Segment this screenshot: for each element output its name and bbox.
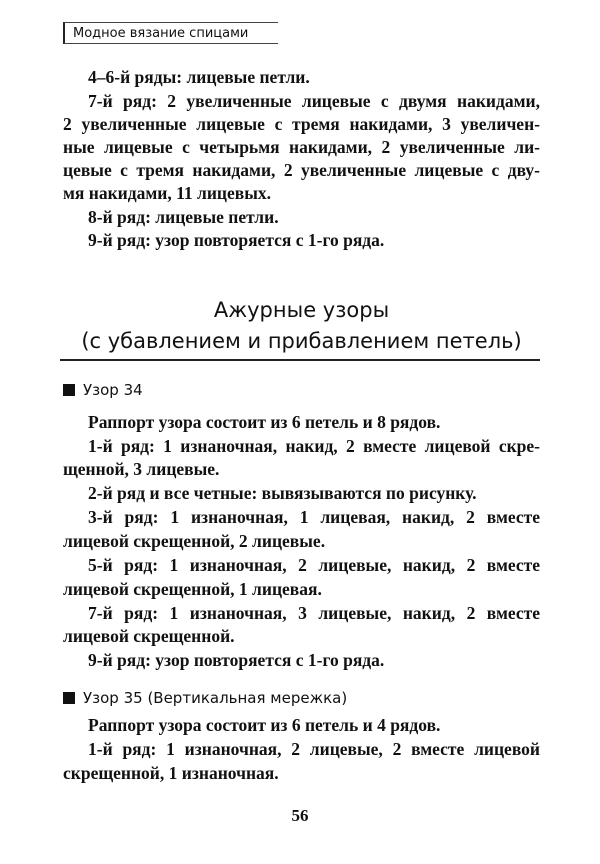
text-line: Раппорт узора состоит из 6 петель и 8 рядов.	[88, 412, 441, 432]
text-line: 9-й ряд: узор повторяется с 1-го ряда.	[88, 650, 385, 670]
text-line: скрещенной, 1 изнаночная.	[63, 763, 279, 783]
text-line: 7-й ряд: 1 изнаночная, 3 лицевые, накид, 2 вместе	[88, 603, 540, 623]
divider	[60, 359, 540, 361]
text-line: лицевой скрещенной.	[63, 626, 235, 646]
text-line: 5-й ряд: 1 изнаночная, 2 лицевые, накид, 2 вместе	[88, 555, 540, 575]
text-line: 7-й ряд: 2 увеличенные лицевые с двумя накидами,	[88, 91, 540, 111]
text-line: 9-й ряд: узор повторяется с 1-го ряда.	[88, 230, 385, 250]
text-line: Раппорт узора состоит из 6 петель и 4 рядов.	[88, 715, 441, 735]
text-line: 8-й ряд: лицевые петли.	[88, 207, 279, 227]
square-bullet-icon	[63, 692, 75, 704]
text-line: ные лицевые с четырьмя накидами, 2 увеличенные ли-	[63, 137, 540, 157]
heading-text: Узор 34	[83, 381, 143, 399]
text-line: 2 увеличенные лицевые с тремя накидами, 3 увеличен-	[63, 114, 540, 134]
running-header: Модное вязание спицами	[63, 22, 278, 44]
section-subtitle: (с убавлением и прибавлением петель)	[81, 329, 522, 353]
text-line: 4–6-й ряды: лицевые петли.	[88, 67, 310, 87]
text-line: 2-й ряд и все четные: вывязываются по рисунку.	[88, 483, 477, 503]
text-line: лицевой скрещенной, 2 лицевые.	[63, 531, 326, 551]
pattern-34-heading	[63, 379, 143, 401]
text-line: лицевой скрещенной, 1 лицевая.	[63, 579, 322, 599]
heading-text: Узор 35 (Вертикальная мережка)	[83, 689, 348, 707]
text-line: щенной, 3 лицевые.	[63, 459, 220, 479]
text-line: цевые с тремя накидами, 2 увеличенные лицевые с дву-	[63, 160, 540, 180]
page-number: 56	[291, 806, 309, 825]
text-line: мя накидами, 11 лицевых.	[63, 183, 272, 203]
text-line: 1-й ряд: 1 изнаночная, накид, 2 вместе лицевой скре-	[88, 436, 540, 456]
square-bullet-icon	[63, 384, 75, 396]
pattern-35-heading	[63, 687, 347, 709]
text-line: 3-й ряд: 1 изнаночная, 1 лицевая, накид, 2 вместе	[88, 507, 540, 527]
section-title: Ажурные узоры	[213, 298, 390, 322]
text-line: 1-й ряд: 1 изнаночная, 2 лицевые, 2 вместе лицевой	[88, 739, 540, 759]
